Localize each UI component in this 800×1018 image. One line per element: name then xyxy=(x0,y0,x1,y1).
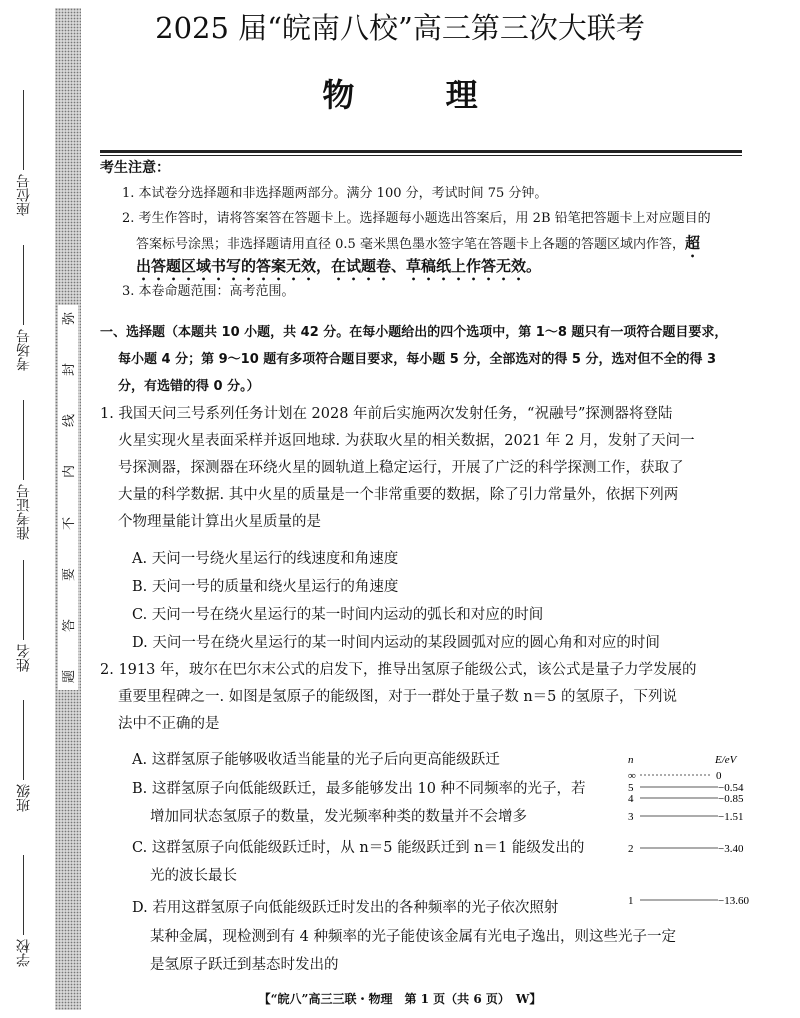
question-1-stem: 火星实现火星表面采样并返回地球. 为获取火星的相关数据，2021 年 2 月，发射了天问一 xyxy=(118,433,695,449)
question-2-option-b: 增加同状态氢原子的数量，发光频率种类的数量并不会增多 xyxy=(150,809,527,825)
seal-char: 弥 xyxy=(62,311,78,326)
name-field: 姓名 xyxy=(14,560,34,672)
admission-number-field: 准考证号 xyxy=(14,400,34,540)
question-2-option-d: 是氢原子跃迁到基态时发出的 xyxy=(150,957,339,973)
energy-axis-label: E/eV xyxy=(715,754,737,766)
subject-title: 物 理 xyxy=(322,76,518,114)
question-1-option-c: C. 天问一号在绕火星运行的某一时间内运动的弧长和对应的时间 xyxy=(132,607,544,623)
seal-notice xyxy=(58,305,78,690)
energy-level-diagram xyxy=(620,750,760,910)
question-1-stem: 大量的科学数据. 其中火星的质量是一个非常重要的数据，除了引力常量外，依据下列两 xyxy=(118,487,679,503)
page-footer: 【“皖八”高三三联・物理 第 1 页（共 6 页） W】 xyxy=(258,992,542,1006)
exam-room-field: 考场号 xyxy=(14,245,34,371)
level-n-label: 5 xyxy=(628,782,634,794)
level-energy-label: −0.54 xyxy=(718,782,744,794)
n-axis-label: n xyxy=(628,754,634,766)
notice-warning: 出答题区域书写的答案无效，在试题卷、草稿纸上作答无效。 xyxy=(136,257,542,275)
divider xyxy=(100,150,742,153)
level-energy-label: −13.60 xyxy=(718,895,749,907)
seat-number-field: 座位号 xyxy=(14,90,34,216)
question-2-option-a: A. 这群氢原子能够吸收适当能量的光子后向更高能级跃迁 xyxy=(132,752,500,768)
seal-char: 封 xyxy=(62,363,78,377)
notice-item: 1. 本试卷分选择题和非选择题两部分。满分 100 分，考试时间 75 分钟。 xyxy=(122,186,548,201)
class-field: 班级 xyxy=(14,700,34,812)
question-1-option-a: A. 天问一号绕火星运行的线速度和角速度 xyxy=(132,551,399,567)
question-1-stem: 号探测器，探测器在环绕火星的圆轨道上稳定运行，开展了广泛的科学探测工作，获取了 xyxy=(118,460,684,476)
question-2-option-c: 光的波长最长 xyxy=(150,868,237,884)
level-n-label: 4 xyxy=(628,793,634,805)
question-1-option-d: D. 天问一号在绕火星运行的某一时间内运动的某段圆弧对应的圆心角和对应的时间 xyxy=(132,635,660,651)
level-n-label: 3 xyxy=(628,811,634,823)
seal-char: 答 xyxy=(62,618,78,632)
question-2-option-b: B. 这群氢原子向低能级跃迁，最多能够发出 10 种不同频率的光子，若 xyxy=(132,781,586,797)
notice-heading: 考生注意： xyxy=(100,160,170,176)
divider xyxy=(100,155,742,156)
exam-title: 2025 届“皖南八校”高三第三次大联考 xyxy=(155,11,645,45)
notice-item: 答案标号涂黑；非选择题请用直径 0.5 毫米黑色墨水签字笔在答题卡上各题的答题区域内作答，超 xyxy=(136,234,700,252)
question-1-option-b: B. 天问一号的质量和绕火星运行的角速度 xyxy=(132,579,399,595)
level-n-label: 1 xyxy=(628,895,634,907)
seal-char: 内 xyxy=(62,465,78,479)
section-heading: 分，有选错的得 0 分。） xyxy=(118,379,260,394)
question-2-option-d: 某种金属，现检测到有 4 种频率的光子能使该金属有光电子逸出，则这些光子一定 xyxy=(150,929,676,945)
level-energy-label: −1.51 xyxy=(718,811,744,823)
notice-item: 2. 考生作答时，请将答案答在答题卡上。选择题每小题选出答案后，用 2B 铅笔把答题卡上对应题目的 xyxy=(122,211,711,226)
seal-char: 线 xyxy=(62,414,78,428)
notice-item: 3. 本卷命题范围：高考范围。 xyxy=(122,284,295,299)
section-heading: 每小题 4 分；第 9～10 题有多项符合题目要求，每小题 5 分，全部选对的得 5 分，选对但不全的得 3 xyxy=(118,352,717,367)
question-1-stem: 1. 我国天问三号系列任务计划在 2028 年前后实施两次发射任务，“祝融号”探测器将登陆 xyxy=(100,406,673,422)
level-energy-label: −0.85 xyxy=(718,793,744,805)
question-2-stem: 法中不正确的是 xyxy=(118,716,220,732)
level-energy-label: 0 xyxy=(716,770,722,782)
level-n-label: 2 xyxy=(628,843,634,855)
question-2-option-c: C. 这群氢原子向低能级跃迁时，从 n＝5 能级跃迁到 n＝1 能级发出的 xyxy=(132,840,585,856)
level-n-label: ∞ xyxy=(628,770,636,782)
school-field: 学校 xyxy=(14,855,34,967)
question-2-stem: 重要里程碑之一. 如图是氢原子的能级图，对于一群处于量子数 n＝5 的氢原子，下列说 xyxy=(118,689,677,705)
seal-char: 要 xyxy=(62,567,78,581)
question-2-option-d: D. 若用这群氢原子向低能级跃迁时发出的各种频率的光子依次照射 xyxy=(132,900,559,916)
question-1-stem: 个物理量能计算出火星质量的是 xyxy=(118,514,321,530)
question-2-stem: 2. 1913 年，玻尔在巴尔末公式的启发下，推导出氢原子能级公式，该公式是量子力学发展的 xyxy=(100,662,697,678)
seal-char: 不 xyxy=(62,516,78,530)
level-energy-label: −3.40 xyxy=(718,843,744,855)
seal-char: 题 xyxy=(62,669,78,683)
section-heading: 一、选择题（本题共 10 小题，共 42 分。在每小题给出的四个选项中，第 1～8 题只有一项符合题目要求， xyxy=(100,325,728,340)
